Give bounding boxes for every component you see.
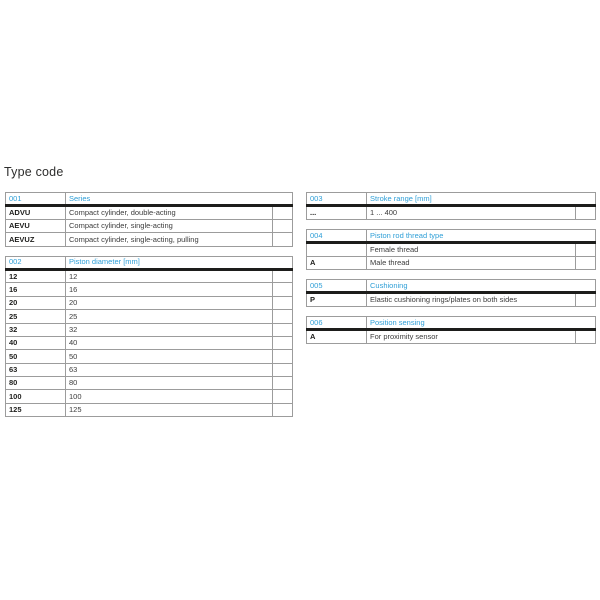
table-row (307, 293, 596, 306)
table-row (6, 350, 293, 363)
desc-cell: Elastic cushioning rings/plates on both sides (367, 293, 576, 306)
desc-cell: 125 (66, 403, 273, 416)
table-row (307, 330, 596, 343)
table-header-row (6, 193, 293, 206)
code-cell: A (307, 330, 367, 343)
table-row (6, 219, 293, 232)
note-cell (272, 283, 292, 296)
type-code-table-005 (306, 279, 596, 307)
table-row (6, 390, 293, 403)
tables-column-left (5, 192, 293, 426)
type-code-table-001 (5, 192, 293, 247)
table-id: 004 (307, 229, 367, 242)
table-row (6, 283, 293, 296)
note-cell (272, 296, 292, 309)
code-cell: 16 (6, 283, 66, 296)
table-row (6, 310, 293, 323)
code-cell: 20 (6, 296, 66, 309)
table-row (6, 363, 293, 376)
type-code-table-004 (306, 229, 596, 270)
code-cell: 12 (6, 269, 66, 282)
desc-cell: 32 (66, 323, 273, 336)
table-row (6, 403, 293, 416)
note-cell (272, 350, 292, 363)
code-cell: ... (307, 206, 367, 219)
code-cell: 100 (6, 390, 66, 403)
table-row (6, 323, 293, 336)
desc-cell: 20 (66, 296, 273, 309)
note-cell (272, 233, 292, 246)
note-cell (272, 377, 292, 390)
desc-cell: Male thread (367, 256, 576, 269)
desc-cell: 16 (66, 283, 273, 296)
type-code-table-006 (306, 316, 596, 344)
page-title: Type code (4, 165, 64, 179)
note-cell (575, 256, 595, 269)
table-id: 002 (6, 256, 66, 269)
table-row (6, 269, 293, 282)
table-title: Cushioning (367, 279, 596, 292)
note-cell (272, 390, 292, 403)
note-cell (272, 269, 292, 282)
note-cell (272, 403, 292, 416)
code-cell: 25 (6, 310, 66, 323)
table-id: 005 (307, 279, 367, 292)
table-row (6, 233, 293, 246)
table-row (6, 296, 293, 309)
code-cell: 40 (6, 336, 66, 349)
code-cell (307, 243, 367, 256)
desc-cell: Compact cylinder, double-acting (66, 206, 273, 219)
table-row (307, 206, 596, 219)
table-row (6, 377, 293, 390)
code-cell: 32 (6, 323, 66, 336)
type-code-table-003 (306, 192, 596, 220)
desc-cell: 40 (66, 336, 273, 349)
code-cell: AEVUZ (6, 233, 66, 246)
note-cell (576, 330, 596, 343)
table-id: 003 (307, 193, 367, 206)
code-cell: 80 (6, 377, 66, 390)
table-header-row (6, 256, 293, 269)
table-title: Stroke range [mm] (367, 193, 596, 206)
desc-cell: 1 ... 400 (367, 206, 576, 219)
code-cell: 125 (6, 403, 66, 416)
table-title: Piston rod thread type (367, 229, 596, 242)
code-cell: 63 (6, 363, 66, 376)
table-row (6, 206, 293, 219)
table-row (307, 243, 596, 256)
table-title: Piston diameter [mm] (66, 256, 293, 269)
table-title: Position sensing (367, 316, 596, 329)
desc-cell: Female thread (367, 243, 576, 256)
desc-cell: 80 (66, 377, 273, 390)
code-cell: 50 (6, 350, 66, 363)
table-id: 006 (307, 316, 367, 329)
desc-cell: For proximity sensor (367, 330, 576, 343)
code-cell: A (307, 256, 367, 269)
table-header-row (307, 193, 596, 206)
note-cell (272, 336, 292, 349)
code-cell: ADVU (6, 206, 66, 219)
note-cell (575, 243, 595, 256)
note-cell (272, 310, 292, 323)
table-title: Series (66, 193, 293, 206)
desc-cell: Compact cylinder, single-acting, pulling (66, 233, 273, 246)
note-cell (272, 363, 292, 376)
table-header-row (307, 279, 596, 292)
note-cell (575, 206, 595, 219)
table-row (6, 336, 293, 349)
desc-cell: 63 (66, 363, 273, 376)
desc-cell: 100 (66, 390, 273, 403)
note-cell (576, 293, 596, 306)
table-id: 001 (6, 193, 66, 206)
desc-cell: 12 (66, 269, 273, 282)
desc-cell: 25 (66, 310, 273, 323)
table-header-row (307, 229, 596, 242)
note-cell (272, 219, 292, 232)
type-code-table-002 (5, 256, 293, 418)
code-cell: P (307, 293, 367, 306)
desc-cell: Compact cylinder, single-acting (66, 219, 273, 232)
note-cell (272, 323, 292, 336)
desc-cell: 50 (66, 350, 273, 363)
table-row (307, 256, 596, 269)
table-header-row (307, 316, 596, 329)
note-cell (272, 206, 292, 219)
tables-column-right (306, 192, 596, 353)
code-cell: AEVU (6, 219, 66, 232)
